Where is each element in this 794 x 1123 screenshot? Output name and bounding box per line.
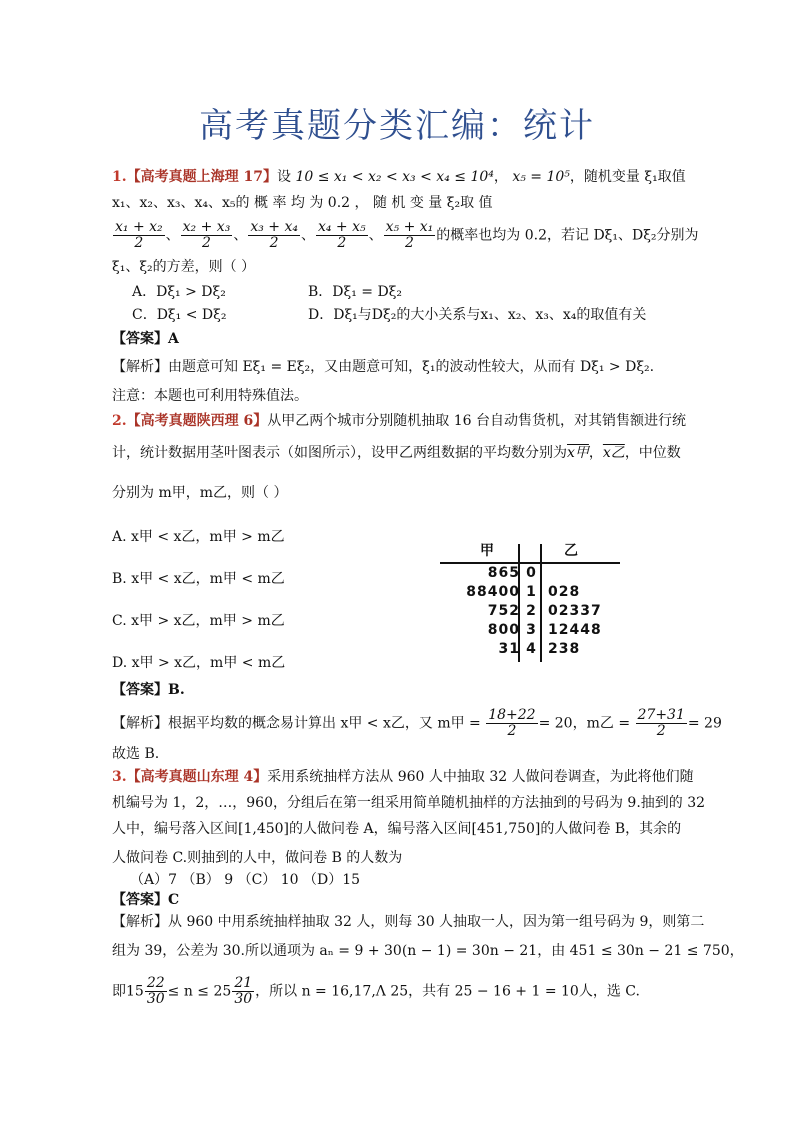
q1-condition: 10 ≤ x₁ < x₂ < x₃ < x₄ ≤ 10⁴ — [295, 169, 494, 185]
q2-option-b: B. x甲 < x乙，m甲 < m乙 — [112, 571, 285, 587]
q1-number: 1. — [112, 169, 127, 185]
q1-text2: ，随机变量 ξ₁取值 — [569, 169, 686, 185]
q1-text: 设 — [276, 169, 291, 185]
q2-answer: 【答案】B. — [112, 682, 185, 698]
q1-source-tag: 【高考真题上海理 17】 — [126, 169, 277, 185]
q3-frac-1: $\frac{22}{30}$ — [146, 975, 165, 1007]
q3-a3-tail: ，所以 n = 16,17,Λ 25，共有 25 − 16 + 1 = 10人，选 C. — [255, 983, 640, 1000]
q2-number: 2. — [112, 413, 127, 429]
q3-line1 — [112, 768, 694, 786]
stem-row — [440, 584, 630, 603]
stem-row — [440, 622, 630, 641]
q2-line2-text: 计，统计数据用茎叶图表示（如图所示），设甲乙两组数据的平均数分别为 — [112, 445, 567, 461]
stem-value: 3 — [526, 622, 536, 638]
q2-analysis — [112, 708, 722, 739]
q3-analysis-3 — [112, 976, 640, 1007]
q2-option-a: A. x甲 < x乙，m甲 > m乙 — [112, 529, 285, 545]
q2-line1-text: 从甲乙两个城市分别随机抽取 16 台自动售货机，对其销售额进行统 — [267, 413, 686, 429]
page-title: 高考真题分类汇编：统计 — [199, 106, 595, 146]
q3-number: 3. — [112, 769, 127, 785]
q1-condition2: x₅ = 10⁵ — [512, 169, 570, 185]
q1-frac-3: $\frac{\text{x₃ + x₄}}{2}$ — [250, 219, 298, 251]
stem-header-right: 乙 — [564, 543, 578, 559]
q1-analysis: 【解析】由题意可知 Eξ₁ = Eξ₂，又由题意可知，ξ₁的波动性较大，从而有 Dξ₁ > Dξ₂. — [112, 359, 655, 375]
q3-options: （A）7 （B） 9 （C） 10 （D）15 — [130, 872, 361, 888]
stem-leaves-yi: 12448 — [548, 622, 602, 638]
q2-frac-1: $\frac{18+22}{2}$ — [488, 707, 536, 739]
stem-leaves-yi: 028 — [548, 584, 581, 600]
q3-answer: 【答案】C — [112, 892, 180, 908]
q3-a3-mid: ≤ n ≤ 25 — [167, 983, 232, 1000]
q2-option-d: D. x甲 > x乙，m甲 < m乙 — [112, 655, 286, 671]
stem-value: 0 — [526, 565, 536, 581]
q1-option-c: C．Dξ₁ < Dξ₂ — [132, 307, 227, 323]
stem-leaves-jia: 88400 — [466, 584, 520, 600]
q3-line1-text: 采用系统抽样方法从 960 人中抽取 32 人做问卷调查，为此将他们随 — [267, 769, 694, 785]
q2-line2: 计，统计数据用茎叶图表示（如图所示），设甲乙两组数据的平均数分别为x甲，x乙，中位数 — [112, 445, 681, 461]
stem-row — [440, 565, 630, 584]
stem-value: 2 — [526, 603, 536, 619]
stem-leaf-plot — [440, 540, 630, 665]
q3-analysis-2: 组为 39，公差为 30.所以通项为 aₙ = 9 + 30(n − 1) = 30n − 21，由 451 ≤ 30n − 21 ≤ 750， — [112, 943, 744, 959]
stem-value: 1 — [526, 584, 536, 600]
q2-conclusion: 故选 B. — [112, 746, 160, 762]
q2-line3: 分别为 m甲，m乙，则（ ） — [112, 485, 288, 501]
q2-frac-2: $\frac{27+31}{2}$ — [637, 707, 685, 739]
q1-option-d: D．Dξ₁与Dξ₂的大小关系与x₁、x₂、x₃、x₄的取值有关 — [308, 307, 647, 323]
q1-line3-tail: 的概率也均为 0.2，若记 Dξ₁、Dξ₂分别为 — [436, 227, 699, 244]
stem-leaves-yi: 238 — [548, 641, 581, 657]
stem-row — [440, 603, 630, 622]
q2-mean-yi: x乙 — [602, 445, 625, 461]
q3-source-tag: 【高考真题山东理 4】 — [126, 769, 268, 785]
stem-leaves-yi: 02337 — [548, 603, 602, 619]
q2-frac2-value: = 29 — [687, 715, 722, 732]
stem-leaves-jia: 31 — [498, 641, 520, 657]
q1-option-b: B．Dξ₁ = Dξ₂ — [308, 284, 403, 300]
stem-header-rule — [440, 562, 620, 564]
q3-line4: 人做问卷 C.则抽到的人中，做问卷 B 的人数为 — [112, 850, 403, 866]
q2-frac1-value: = 20，m乙 = — [538, 715, 631, 732]
q3-analysis-1: 【解析】从 960 中用系统抽样抽取 32 人，则每 30 人抽取一人，因为第一组号码为 9，则第二 — [112, 914, 705, 930]
q2-option-c: C. x甲 > x乙，m甲 > m乙 — [112, 613, 285, 629]
q3-frac-2: $\frac{21}{30}$ — [234, 975, 253, 1007]
q1-note: 注意：本题也可利用特殊值法。 — [112, 388, 308, 404]
q2-source-tag: 【高考真题陕西理 6】 — [126, 413, 268, 429]
stem-header-left: 甲 — [480, 543, 494, 559]
q1-frac-2: $\frac{\text{x₂ + x₃}}{2}$ — [182, 219, 231, 251]
stem-value: 4 — [526, 641, 536, 657]
q1-frac-4: $\frac{\text{x₄ + x₅}}{2}$ — [317, 219, 366, 251]
q1-line3: $\frac{\text{x₁ + x₂}}{2}$ 、 $\frac{\text{x₂ + x₃}}{2}$ 、 $\frac{\text{x₃ + x₄}}{2}$ 、 $\frac{\text{x₄ + x₅}}{2}$ 、 $\frac{\text{x₅ + x₁}}{2}$ 的概率也均为 0.2，若记 Dξ₁、Dξ₂分别为 — [115, 219, 699, 251]
q1-option-a: A．Dξ₁ > Dξ₂ — [132, 284, 226, 300]
q2-line1 — [112, 412, 686, 430]
stem-leaves-jia: 800 — [487, 622, 520, 638]
stem-leaves-jia: 752 — [487, 603, 520, 619]
q1-line2: x₁、x₂、x₃、x₄、x₅的 概 率 均 为 0.2 ， 随 机 变 量 ξ₂取 值 — [112, 195, 493, 211]
stem-row — [440, 641, 630, 660]
q3-a3-pre: 即15 — [112, 983, 144, 1000]
stem-leaves-jia: 865 — [487, 565, 520, 581]
q1-answer: 【答案】A — [112, 331, 179, 347]
q3-line2: 机编号为 1，2，…，960，分组后在第一组采用简单随机抽样的方法抽到的号码为 9.抽到的 32 — [112, 795, 706, 811]
q1-line1: 1.【高考真题上海理 17】设 10 ≤ x₁ < x₂ < x₃ < x₄ ≤ 10⁴， x₅ = 10⁵，随机变量 ξ₁取值 — [112, 169, 686, 185]
q1-line4: ξ₁、ξ₂的方差，则（ ） — [112, 259, 256, 275]
q2-analysis-text: 【解析】根据平均数的概念易计算出 x甲 < x乙，又 m甲 = — [112, 715, 481, 732]
q2-mean-jia: x甲 — [567, 445, 589, 461]
q1-frac-5: $\frac{\text{x₅ + x₁}}{2}$ — [385, 219, 434, 251]
q3-line3: 人中，编号落入区间[1,450]的人做问卷 A，编号落入区间[451,750]的人做问卷 B，其余的 — [112, 821, 682, 837]
q1-frac-1: $\frac{\text{x₁ + x₂}}{2}$ — [115, 219, 163, 251]
